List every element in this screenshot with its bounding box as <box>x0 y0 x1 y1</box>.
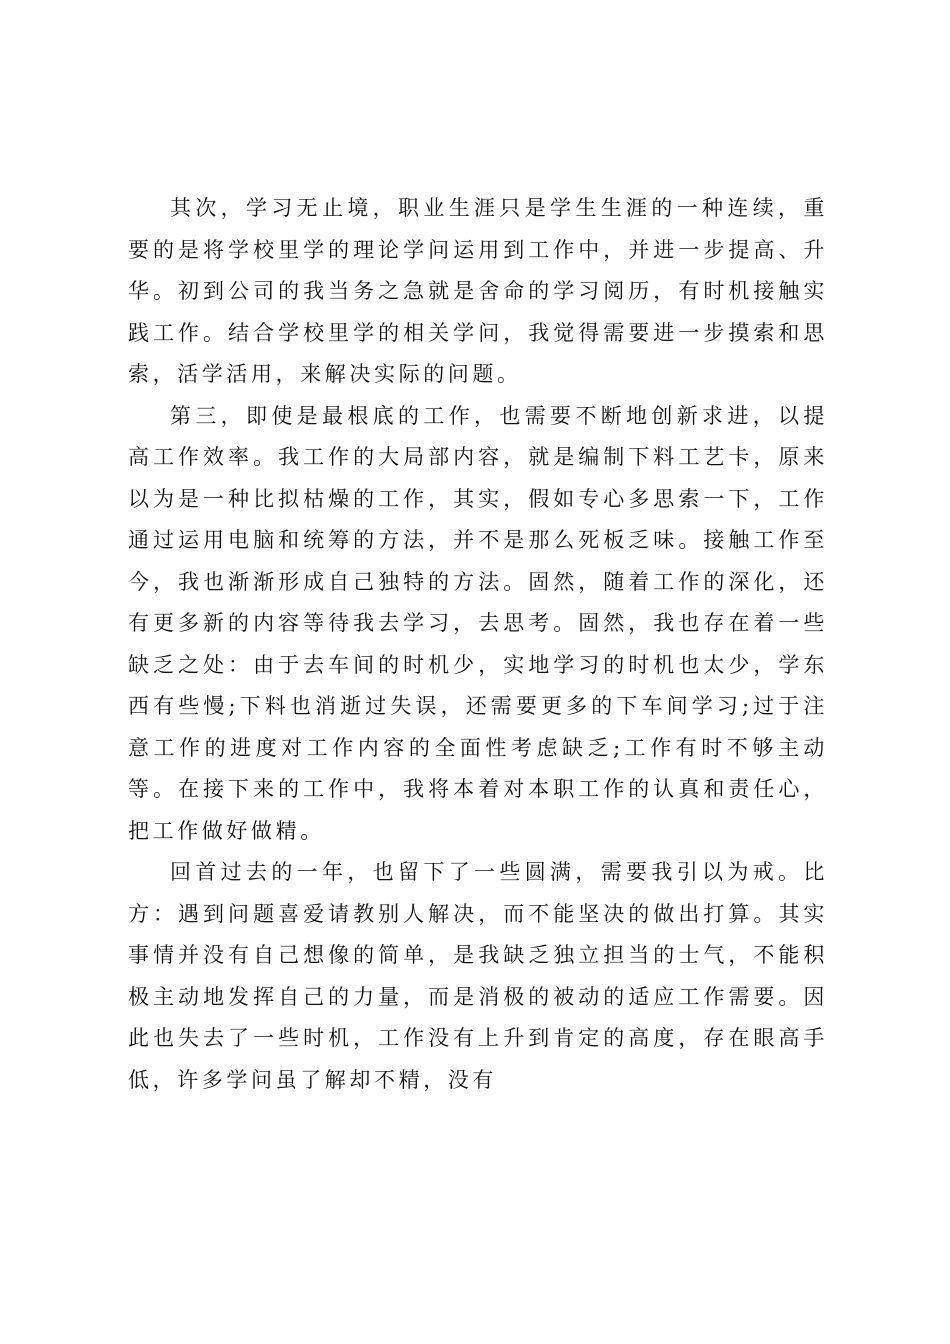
document-body <box>128 188 828 1101</box>
paragraph-third-point: 第三，即使是最根底的工作，也需要不断地创新求进，以提高工作效率。我工作的大局部内容，就是编制下料工艺卡，原来以为是一种比拟枯燥的工作，其实，假如专心多思索一下，工作通过运用电脑和统筹的方法，并不是那么死板乏味。接触工作至今，我也渐渐形成自己独特的方法。固然，随着工作的深化，还有更多新的内容等待我去学习，去思考。固然，我也存在着一些缺乏之处：由于去车间的时机少，实地学习的时机也太少，学东西有些慢;下料也消逝过失误，还需要更多的下车间学习;过于注意工作的进度对工作内容的全面性考虑缺乏;工作有时不够主动等。在接下来的工作中，我将本着对本职工作的认真和责任心，把工作做好做精。 <box>128 403 828 843</box>
paragraph-second-point: 其次，学习无止境，职业生涯只是学生生涯的一种连续，重要的是将学校里学的理论学问运用到工作中，并进一步提高、升华。初到公司的我当务之急就是舍命的学习阅历，有时机接触实践工作。结合学校里学的相关学问，我觉得需要进一步摸索和思索，活学活用，来解决实际的问题。 <box>128 196 828 386</box>
paragraph-reflection: 回首过去的一年，也留下了一些圆满，需要我引以为戒。比方：遇到问题喜爱请教别人解决，而不能坚决的做出打算。其实事情并没有自己想像的简单，是我缺乏独立担当的士气，不能积极主动地发挥自己的力量，而是消极的被动的适应工作需要。因此也失去了一些时机，工作没有上升到肯定的高度，存在眼高手低，许多学问虽了解却不精，没有 <box>128 860 828 1092</box>
